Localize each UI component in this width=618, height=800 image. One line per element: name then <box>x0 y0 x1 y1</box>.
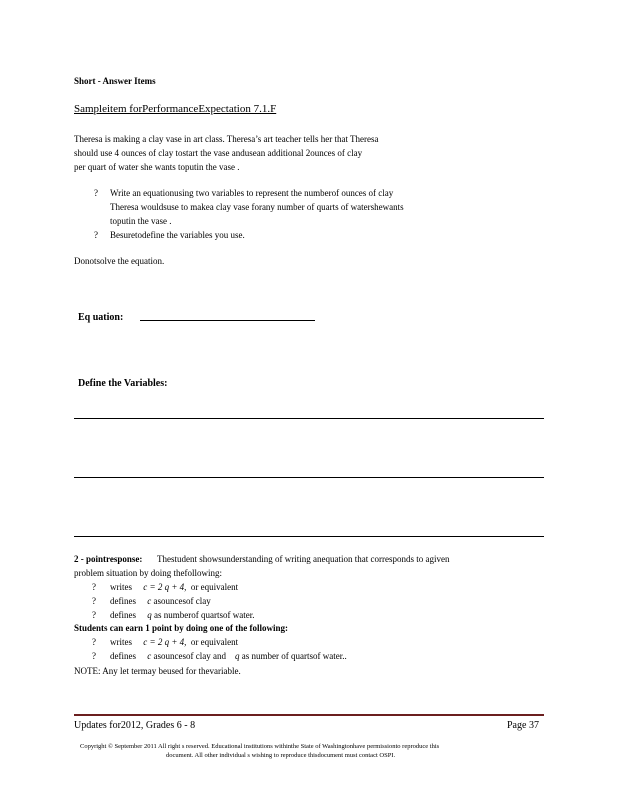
scoring-item <box>110 582 238 592</box>
answer-line[interactable] <box>74 536 544 537</box>
scoring-item <box>110 610 254 620</box>
scoring-item <box>110 651 347 661</box>
page-number: Page 37 <box>507 720 539 731</box>
scoring-item-math: c = 2 q + 4, <box>143 637 187 647</box>
scoring-item-lead: defines <box>110 610 136 620</box>
footer-left: Updates for2012, Grades 6 - 8 <box>74 720 196 731</box>
section-title: Short - Answer Items <box>74 76 156 86</box>
bullet-icon: ? <box>94 230 98 240</box>
answer-line[interactable] <box>74 477 544 478</box>
scoring-item-tail: as numberof quartsof water. <box>154 610 255 620</box>
two-point-text-2: problem situation by doing thefollowing: <box>74 568 222 578</box>
bullet-icon: ? <box>94 188 98 198</box>
scoring-item-tail: asouncesof clay and <box>153 651 226 661</box>
instruction-2: Besuretodefine the variables you use. <box>110 230 245 240</box>
scoring-item-lead: defines <box>110 596 136 606</box>
instruction-note: Donotsolve the equation. <box>74 256 165 266</box>
bullet-icon: ? <box>92 651 96 661</box>
sample-item-heading: Sampleitem forPerformanceExpectation 7.1.F <box>74 103 277 115</box>
bullet-icon: ? <box>92 637 96 647</box>
equation-label: Eq uation: <box>78 312 124 323</box>
scoring-item-math: c = 2 q + 4, <box>143 582 187 592</box>
bullet-icon: ? <box>92 582 96 592</box>
prompt-line-2: should use 4 ounces of clay tostart the vase andusean additional 2ounces of clay <box>74 148 363 158</box>
copyright-line-2: document. All other individual s wishing to reproduce thisdocument must contact OSPI. <box>166 752 396 759</box>
scoring-item <box>110 637 238 647</box>
copyright-line-1: Copyright © September 2011 All right s reserved. Educational institutions withinthe State of Washingtonhave permissionto reproduce this <box>80 743 440 750</box>
scoring-item-lead: defines <box>110 651 136 661</box>
two-point-text-1: Thestudent showsunderstanding of writing anequation that corresponds to agiven <box>157 554 450 564</box>
footer-rule <box>74 714 544 716</box>
scoring-item-math: q <box>234 651 240 661</box>
two-point-label: 2 - pointresponse: <box>74 554 143 564</box>
prompt-line-1: Theresa is making a clay vase in art class. Theresa’s art teacher tells her that Theresa <box>74 134 379 144</box>
scoring-note: NOTE: Any let termay beused for thevariable. <box>74 666 241 676</box>
bullet-icon: ? <box>92 596 96 606</box>
define-variables-label: Define the Variables: <box>78 378 168 389</box>
equation-answer-line[interactable] <box>140 320 315 321</box>
scoring-item-math: q <box>147 610 152 620</box>
prompt-line-3: per quart of water she wants toputin the vase . <box>74 162 240 172</box>
scoring-item-tail: or equivalent <box>190 582 239 592</box>
scoring-item <box>110 596 211 606</box>
scoring-item-tail: asouncesof clay <box>153 596 211 606</box>
answer-line[interactable] <box>74 418 544 419</box>
scoring-item-lead: writes <box>110 582 132 592</box>
one-point-label: Students can earn 1 point by doing one of the following: <box>74 623 289 633</box>
instruction-1-line-3: toputin the vase . <box>110 216 172 226</box>
instruction-1-line-2: Theresa wouldsuse to makea clay vase forany number of quarts of watershewants <box>110 202 404 212</box>
scoring-item-tail: as number of quartsof water.. <box>241 651 347 661</box>
scoring-item-math: c <box>147 596 152 606</box>
bullet-icon: ? <box>92 610 96 620</box>
instruction-1-line-1: Write an equationusing two variables to represent the numberof ounces of clay <box>110 188 394 198</box>
scoring-item-lead: writes <box>110 637 132 647</box>
scoring-item-tail: or equivalent <box>190 637 239 647</box>
scoring-item-math: c <box>147 651 152 661</box>
